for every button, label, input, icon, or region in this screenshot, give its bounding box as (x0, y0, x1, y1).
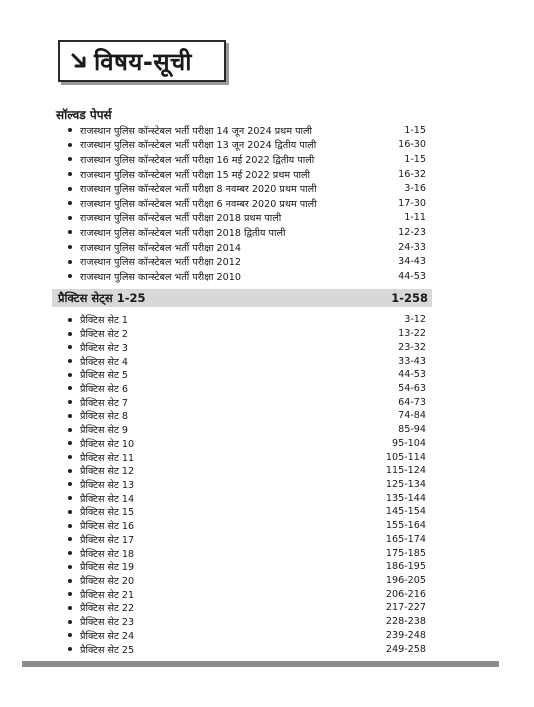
item-title: राजस्थान पुलिस कॉन्स्टेबल भर्ती परीक्षा 8 नवम्बर 2020 प्रथम पाली (80, 184, 317, 196)
item-title: प्रैक्टिस सेट 19 (80, 562, 135, 574)
item-title: प्रैक्टिस सेट 18 (80, 548, 135, 560)
item-title: प्रैक्टिस सेट 6 (80, 383, 129, 395)
item-pages: 23-32 (398, 341, 426, 353)
list-item (60, 491, 426, 505)
list-item (60, 181, 426, 196)
list-item (60, 587, 426, 601)
item-pages: 44-53 (398, 270, 426, 282)
list-item (60, 464, 426, 478)
bullet-icon (68, 455, 72, 459)
item-title: राजस्थान पुलिस कॉन्स्टेबल भर्ती परीक्षा 13 जून 2024 द्वितीय पाली (80, 140, 317, 152)
list-item (60, 615, 426, 629)
list-item (60, 519, 426, 533)
list-item (60, 167, 426, 182)
list-item (60, 269, 426, 284)
item-pages: 17-30 (398, 197, 426, 209)
item-title: राजस्थान पुलिस कॉन्स्टेबल भर्ती परीक्षा 16 मई 2022 द्वितीय पाली (80, 154, 315, 166)
item-pages: 249-258 (385, 643, 426, 655)
item-title: प्रैक्टिस सेट 24 (80, 630, 135, 642)
arrow-down-right-icon (70, 52, 88, 70)
item-title: प्रैक्टिस सेट 11 (80, 452, 135, 464)
bullet-icon (68, 245, 72, 249)
item-pages: 64-73 (398, 396, 426, 408)
item-title: राजस्थान पुलिस कॉन्स्टेबल भर्ती परीक्षा 6 नवम्बर 2020 प्रथम पाली (80, 198, 317, 210)
item-pages: 155-164 (385, 520, 426, 532)
item-title: प्रैक्टिस सेट 9 (80, 425, 129, 437)
solved-papers-list (60, 123, 426, 284)
bullet-icon (68, 647, 72, 651)
list-item (60, 450, 426, 464)
item-pages: 145-154 (385, 506, 426, 518)
item-title: प्रैक्टिस सेट 20 (80, 576, 135, 588)
practice-sets-list (60, 313, 426, 656)
item-title: प्रैक्टिस सेट 2 (80, 329, 129, 341)
bullet-icon (68, 187, 72, 191)
bullet-icon (68, 579, 72, 583)
list-item (60, 340, 426, 354)
bullet-icon (68, 332, 72, 336)
list-item (60, 546, 426, 560)
list-item (60, 152, 426, 167)
item-title: प्रैक्टिस सेट 17 (80, 534, 135, 546)
list-item (60, 225, 426, 240)
bullet-icon (68, 373, 72, 377)
list-item (60, 601, 426, 615)
item-title: राजस्थान पुलिस कान्स्टेबल भर्ती परीक्षा 2010 (80, 271, 241, 283)
list-item (60, 574, 426, 588)
page-title: विषय-सूची (94, 47, 192, 76)
item-pages: 1-11 (404, 212, 426, 224)
item-pages: 33-43 (398, 355, 426, 367)
list-item (60, 382, 426, 396)
item-title: प्रैक्टिस सेट 8 (80, 411, 129, 423)
bullet-icon (68, 386, 72, 390)
bullet-icon (68, 157, 72, 161)
item-pages: 175-185 (385, 547, 426, 559)
list-item (60, 368, 426, 382)
bullet-icon (68, 428, 72, 432)
bullet-icon (68, 592, 72, 596)
bullet-icon (68, 441, 72, 445)
bullet-icon (68, 274, 72, 278)
list-item (60, 327, 426, 341)
item-pages: 74-84 (398, 410, 426, 422)
list-item (60, 642, 426, 656)
solved-papers-heading: सॉल्वड पेपर्स (56, 108, 112, 122)
item-pages: 3-12 (404, 314, 426, 326)
bullet-icon (68, 172, 72, 176)
bullet-icon (68, 496, 72, 500)
item-pages: 125-134 (385, 478, 426, 490)
practice-sets-heading-band (52, 289, 432, 307)
item-pages: 186-195 (385, 561, 426, 573)
item-title: प्रैक्टिस सेट 5 (80, 370, 129, 382)
bullet-icon (68, 216, 72, 220)
list-item (60, 505, 426, 519)
bullet-icon (68, 230, 72, 234)
bullet-icon (68, 633, 72, 637)
item-pages: 95-104 (392, 437, 426, 449)
item-title: प्रैक्टिस सेट 21 (80, 589, 135, 601)
item-title: प्रैक्टिस सेट 4 (80, 356, 129, 368)
item-title: प्रैक्टिस सेट 16 (80, 521, 135, 533)
bullet-icon (68, 565, 72, 569)
item-pages: 12-23 (398, 226, 426, 238)
bullet-icon (68, 551, 72, 555)
item-title: राजस्थान पुलिस कॉन्स्टेबल भर्ती परीक्षा 2018 द्वितीय पाली (80, 227, 286, 239)
bullet-icon (68, 510, 72, 514)
list-item (60, 138, 426, 153)
bullet-icon (68, 620, 72, 624)
list-item (60, 395, 426, 409)
list-item (60, 196, 426, 211)
bullet-icon (68, 524, 72, 528)
item-title: प्रैक्टिस सेट 13 (80, 479, 135, 491)
footer-bar (22, 661, 499, 667)
list-item (60, 240, 426, 255)
item-pages: 196-205 (385, 575, 426, 587)
item-pages: 206-216 (385, 588, 426, 600)
item-pages: 54-63 (398, 382, 426, 394)
item-pages: 16-32 (398, 168, 426, 180)
list-item (60, 560, 426, 574)
list-item (60, 409, 426, 423)
item-title: प्रैक्टिस सेट 3 (80, 342, 129, 354)
list-item (60, 478, 426, 492)
item-title: प्रैक्टिस सेट 14 (80, 493, 135, 505)
item-pages: 165-174 (385, 533, 426, 545)
item-title: प्रैक्टिस सेट 15 (80, 507, 135, 519)
practice-sets-heading-pages: 1-258 (391, 291, 428, 305)
list-item (60, 629, 426, 643)
bullet-icon (68, 128, 72, 132)
item-title: प्रैक्टिस सेट 1 (80, 315, 129, 327)
list-item (60, 354, 426, 368)
item-pages: 1-15 (404, 153, 426, 165)
item-title: प्रैक्टिस सेट 10 (80, 438, 135, 450)
practice-sets-heading: प्रैक्टिस सेट्स 1-25 (58, 290, 146, 305)
item-title: प्रैक्टिस सेट 25 (80, 644, 135, 656)
bullet-icon (68, 469, 72, 473)
list-item (60, 313, 426, 327)
item-pages: 239-248 (385, 629, 426, 641)
item-pages: 115-124 (385, 465, 426, 477)
item-pages: 228-238 (385, 616, 426, 628)
item-title: राजस्थान पुलिस कॉन्स्टेबल भर्ती परीक्षा 2018 प्रथम पाली (80, 213, 282, 225)
item-pages: 24-33 (398, 241, 426, 253)
item-pages: 44-53 (398, 369, 426, 381)
bullet-icon (68, 260, 72, 264)
bullet-icon (68, 318, 72, 322)
list-item (60, 123, 426, 138)
bullet-icon (68, 359, 72, 363)
item-pages: 1-15 (404, 124, 426, 136)
item-title: प्रैक्टिस सेट 22 (80, 603, 135, 615)
title-box (58, 40, 226, 82)
item-title: राजस्थान पुलिस कॉन्स्टेबल भर्ती परीक्षा 15 मई 2022 प्रथम पाली (80, 169, 311, 181)
item-title: प्रैक्टिस सेट 23 (80, 617, 135, 629)
item-title: प्रैक्टिस सेट 7 (80, 397, 129, 409)
item-pages: 85-94 (398, 424, 426, 436)
item-pages: 13-22 (398, 328, 426, 340)
list-item (60, 436, 426, 450)
item-title: प्रैक्टिस सेट 12 (80, 466, 135, 478)
item-title: राजस्थान पुलिस कॉन्स्टेबल भर्ती परीक्षा 14 जून 2024 प्रथम पाली (80, 125, 313, 137)
list-item (60, 254, 426, 269)
bullet-icon (68, 345, 72, 349)
bullet-icon (68, 143, 72, 147)
list-item (60, 211, 426, 226)
item-pages: 34-43 (398, 256, 426, 268)
list-item (60, 423, 426, 437)
bullet-icon (68, 414, 72, 418)
item-pages: 3-16 (404, 183, 426, 195)
item-title: राजस्थान पुलिस कॉन्स्टेबल भर्ती परीक्षा 2014 (80, 242, 241, 254)
item-pages: 16-30 (398, 139, 426, 151)
bullet-icon (68, 606, 72, 610)
list-item (60, 533, 426, 547)
bullet-icon (68, 400, 72, 404)
item-pages: 217-227 (385, 602, 426, 614)
item-pages: 105-114 (385, 451, 426, 463)
bullet-icon (68, 537, 72, 541)
item-title: राजस्थान पुलिस कॉन्स्टेबल भर्ती परीक्षा 2012 (80, 257, 241, 269)
bullet-icon (68, 201, 72, 205)
bullet-icon (68, 482, 72, 486)
item-pages: 135-144 (385, 492, 426, 504)
